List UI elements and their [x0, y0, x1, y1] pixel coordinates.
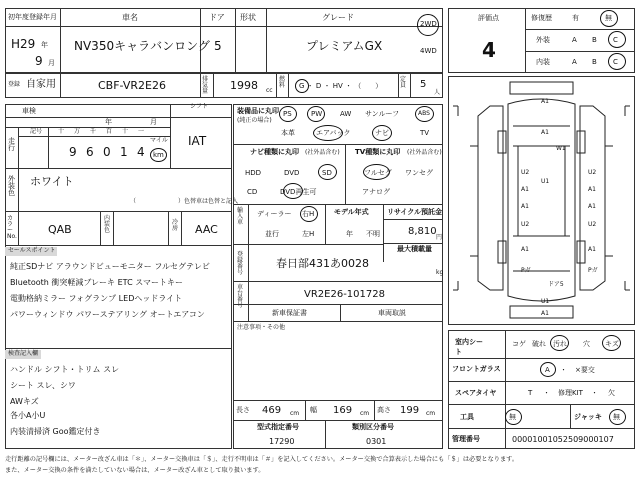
displacement-value: 1998 — [230, 79, 258, 92]
diagram-label: ドア5 — [548, 281, 564, 288]
car-diagram — [448, 76, 635, 325]
category-label: 類別区分番号 — [352, 423, 394, 431]
model-year-unknown: 不明 — [366, 230, 380, 238]
diagram-label: U1 — [541, 298, 550, 305]
glass-item: ・ — [560, 366, 567, 374]
spare-item: 欠 — [608, 389, 615, 397]
spare-item: ・ — [591, 389, 598, 397]
nav-item: HDD — [245, 169, 262, 177]
inspection-month-unit: 月 — [150, 118, 157, 126]
shift-label: シフト — [190, 103, 209, 110]
doors-label: ドア — [209, 13, 225, 22]
width-label: 幅 — [310, 406, 317, 414]
mileage-digit: 4 — [137, 145, 145, 159]
width-unit: cm — [360, 410, 370, 417]
sales-point-line: 電動格納ミラー フォグランプ LEDヘッドライト — [10, 294, 183, 303]
length-value: 469 — [262, 405, 282, 416]
equip-item: PS — [283, 110, 292, 118]
reg-label: 初年度登録年月 — [8, 13, 57, 21]
exterior-note: （ ）色替車は色替と記入 — [130, 198, 239, 205]
interior-grade: B — [592, 58, 597, 66]
mileage-unit-km: km — [153, 151, 164, 159]
diagram-label: U1 — [541, 178, 550, 185]
equip-item: サンルーフ — [365, 110, 400, 118]
diagram-label: Pガ — [521, 267, 531, 274]
ac-label: 冷房 — [172, 219, 179, 232]
digit-header: 百 — [106, 128, 113, 135]
diagram-label: A1 — [588, 246, 596, 253]
tv-item: ワンセグ — [405, 169, 433, 177]
tv-item: フルセグ — [364, 169, 392, 177]
height-value: 199 — [400, 405, 420, 416]
height-unit: cm — [426, 410, 436, 417]
vehicle-manual: 車両取説 — [378, 309, 406, 317]
nav-item: DVD — [284, 169, 300, 177]
tools-value: 無 — [509, 413, 516, 421]
mgmt-label: 管理番号 — [452, 435, 480, 443]
diagram-label: A1 — [541, 129, 549, 136]
drive-4wd: 4WD — [420, 47, 437, 55]
equip-item: ABS — [418, 110, 430, 117]
length-unit: cm — [290, 410, 300, 417]
footer-note-2: また、メーター交換の条件を満たしていない場合は、メーター改ざん車として取り扱います。 — [5, 467, 265, 474]
repair-option: 無 — [605, 14, 612, 22]
tv-label: TV種類に丸印 — [355, 148, 401, 156]
dealer-label: ディーラー — [257, 210, 292, 218]
exterior-grade: A — [572, 36, 577, 44]
category-value: 0301 — [366, 437, 387, 446]
seat-label: 室内シート — [455, 338, 483, 356]
diagram-label: A1 — [521, 246, 529, 253]
equipment-sub: (純正の場合) — [237, 117, 272, 124]
inspector-note-line: シート スレ、シワ — [10, 381, 76, 390]
digit-header: 十 — [122, 128, 129, 135]
car-name: NV350キャラバンロング — [74, 39, 210, 53]
diagram-label: A1 — [541, 98, 549, 105]
equip-item: TV — [420, 129, 430, 137]
equip-item: PW — [311, 110, 323, 118]
ac-value: AAC — [195, 223, 218, 236]
digit-header: 千 — [90, 128, 97, 135]
exterior-grade-label: 外装 — [536, 36, 550, 44]
seat-item: 破れ — [532, 340, 546, 348]
diagram-label: Pガ — [588, 267, 598, 274]
digit-header: 十 — [58, 128, 65, 135]
nav-label: ナビ種類に丸印 — [250, 148, 299, 156]
spare-item: 修理KIT — [558, 389, 583, 397]
import-label: 輸入車 — [237, 207, 244, 226]
mileage-digit: 9 — [69, 145, 77, 159]
diagram-label: U2 — [521, 169, 530, 176]
model-year-unit: 年 — [346, 230, 353, 238]
jack-label: ジャッキ — [574, 413, 602, 421]
interior-grade: C — [613, 58, 618, 66]
parallel-value: 左H — [302, 230, 315, 238]
max-load-label: 最大積載量 — [397, 245, 432, 253]
mileage-unit-mile: マイル — [150, 137, 168, 144]
nav-item: SD — [322, 169, 332, 177]
chassis-value: VR2E26-101728 — [304, 289, 385, 300]
length-label: 長さ — [236, 406, 250, 414]
seat-item: キズ — [605, 340, 619, 348]
model-year-label: モデル年式 — [334, 208, 369, 216]
grade-value: プレミアムGX — [306, 39, 383, 53]
sales-point-line: 純正SDナビ アラウンドビューモニター フルセグテレビ — [10, 262, 210, 271]
reg-year: H29 — [11, 37, 36, 51]
equipment-label: 装備品に丸印 — [237, 107, 279, 115]
inspector-note-line: 各小A小U — [10, 411, 46, 420]
glass-item: ×要交 — [575, 366, 595, 374]
mileage-digit: 0 — [103, 145, 111, 159]
mileage-label: 走行 — [8, 137, 15, 152]
reg-month-unit: 月 — [48, 59, 55, 67]
jack-value: 無 — [613, 413, 620, 421]
score-value: 4 — [482, 38, 496, 62]
seat-item: 汚れ — [553, 340, 567, 348]
inspector-note-line: AWキズ — [10, 397, 39, 406]
model-code: CBF-VR2E26 — [98, 79, 166, 92]
left-column — [5, 104, 232, 449]
diagram-label: U2 — [588, 221, 597, 228]
width-value: 169 — [333, 405, 353, 416]
type-approval-label: 型式指定番号 — [257, 423, 299, 431]
displacement-label: 排気量 — [202, 76, 209, 95]
inspection-year-unit: 年 — [105, 118, 112, 126]
equip-item: ナビ — [375, 129, 389, 137]
sales-points-label: セールスポイント — [8, 247, 56, 254]
displacement-unit: cc — [266, 87, 273, 94]
fuel-label: 燃料 — [279, 76, 286, 89]
recycle-unit: 円 — [436, 234, 443, 241]
footer-note-1: 走行距離の記号欄には、メーター改ざん車は「＊」、メーター交換車は「＄」、走行不明車は「＃」を記入してください。メーター交換で合算表示した場合にも「＄」は必要となります。 — [5, 456, 519, 463]
tools-label: 工具 — [460, 413, 474, 421]
seat-item: 穴 — [583, 340, 590, 348]
drive-2wd: 2WD — [420, 20, 437, 28]
type-approval-value: 17290 — [269, 437, 295, 446]
equip-item: 本革 — [281, 129, 295, 137]
nav-item: DVD再生可 — [280, 188, 317, 196]
doors-value: 5 — [214, 39, 222, 53]
capacity-value: 5 — [420, 79, 427, 90]
inspection-label: 車検 — [22, 107, 36, 115]
capacity-label: 定員 — [400, 76, 407, 89]
grade-label: グレード — [322, 13, 354, 22]
nav-item: CD — [247, 188, 258, 196]
recycle-value: 8,810 — [408, 226, 437, 237]
reg-year-unit: 年 — [41, 41, 48, 49]
shift-value: IAT — [188, 134, 207, 148]
equip-item: AW — [340, 110, 352, 118]
exterior-value: ホワイト — [30, 175, 74, 188]
diagram-label: A1 — [521, 203, 529, 210]
seat-item: コゲ — [512, 340, 526, 348]
capacity-unit: 人 — [434, 89, 441, 96]
new-car-warranty: 新車保証書 — [272, 309, 307, 317]
score-label: 評価点 — [478, 14, 499, 22]
type-label: 登録 — [8, 81, 21, 88]
inspector-note-line: ハンドル シフト・トリム スレ — [10, 365, 120, 374]
tv-item: アナログ — [362, 188, 390, 196]
color-code-value: QAB — [48, 223, 72, 236]
diagram-label: U2 — [588, 169, 597, 176]
diagram-label: A1 — [541, 310, 549, 317]
nav-sub: (社外品含む) — [305, 149, 340, 156]
mileage-digit: 1 — [120, 145, 128, 159]
inspector-note-line: 内装清掃済 Goo鑑定付き — [10, 427, 101, 436]
shape-label: 形状 — [240, 13, 256, 22]
height-label: 高さ — [377, 406, 391, 414]
diagram-label: A1 — [521, 186, 529, 193]
sales-point-line: Bluetooth 衝突軽減ブレーキ ETC スマートキー — [10, 278, 184, 287]
interior-grade-label: 内装 — [536, 58, 550, 66]
registration-value: 春日部431あ0028 — [276, 257, 369, 270]
interior-color-label: 内装色 — [104, 215, 111, 234]
diagram-label: A1 — [588, 186, 596, 193]
spare-label: スペアタイヤ — [455, 389, 497, 397]
repair-label: 修復歴 — [531, 14, 552, 22]
glass-label: フロントガラス — [452, 365, 501, 373]
exterior-label: 外装色 — [8, 175, 15, 197]
digit-header: 万 — [74, 128, 81, 135]
fuel-options: G ・ D ・ HV ・ （ ） — [299, 82, 383, 90]
usage-type: 自家用 — [26, 79, 56, 90]
exterior-grade: B — [592, 36, 597, 44]
diagram-label: A1 — [588, 203, 596, 210]
registration-label: 登録番号 — [237, 251, 244, 276]
reg-month: 9 — [35, 54, 43, 68]
interior-grade: A — [572, 58, 577, 66]
notes-label: 注意事項・その他 — [237, 324, 286, 331]
exterior-grade: C — [613, 36, 618, 44]
parallel-label: 並行 — [265, 230, 279, 238]
diagram-label: U2 — [521, 221, 530, 228]
tv-sub: (社外品含む) — [407, 149, 442, 156]
inspector-notes-label: 検査記入欄 — [8, 350, 39, 357]
name-label: 車名 — [122, 13, 138, 22]
diagram-label: W1 — [556, 145, 566, 152]
max-load-unit: kg — [436, 269, 444, 276]
digit-header: 一 — [138, 128, 145, 135]
sales-point-line: パワーウィンドウ パワーステアリング オートエアコン — [10, 310, 205, 319]
dealer-value: 右H — [302, 210, 315, 218]
spare-item: T — [528, 389, 533, 397]
recycle-label: リサイクル預託金 — [387, 208, 443, 216]
chassis-label: 車台番号 — [237, 284, 244, 309]
repair-option: 有 — [572, 14, 579, 22]
digit-header: 記号 — [30, 128, 43, 135]
equip-item: エアバック — [316, 129, 351, 137]
mileage-digit: 6 — [86, 145, 94, 159]
color-code-label: カラーNo. — [7, 215, 17, 240]
mgmt-value: 00001001052509000107 — [512, 435, 614, 444]
spare-item: ・ — [543, 389, 550, 397]
glass-item: A — [545, 366, 550, 374]
